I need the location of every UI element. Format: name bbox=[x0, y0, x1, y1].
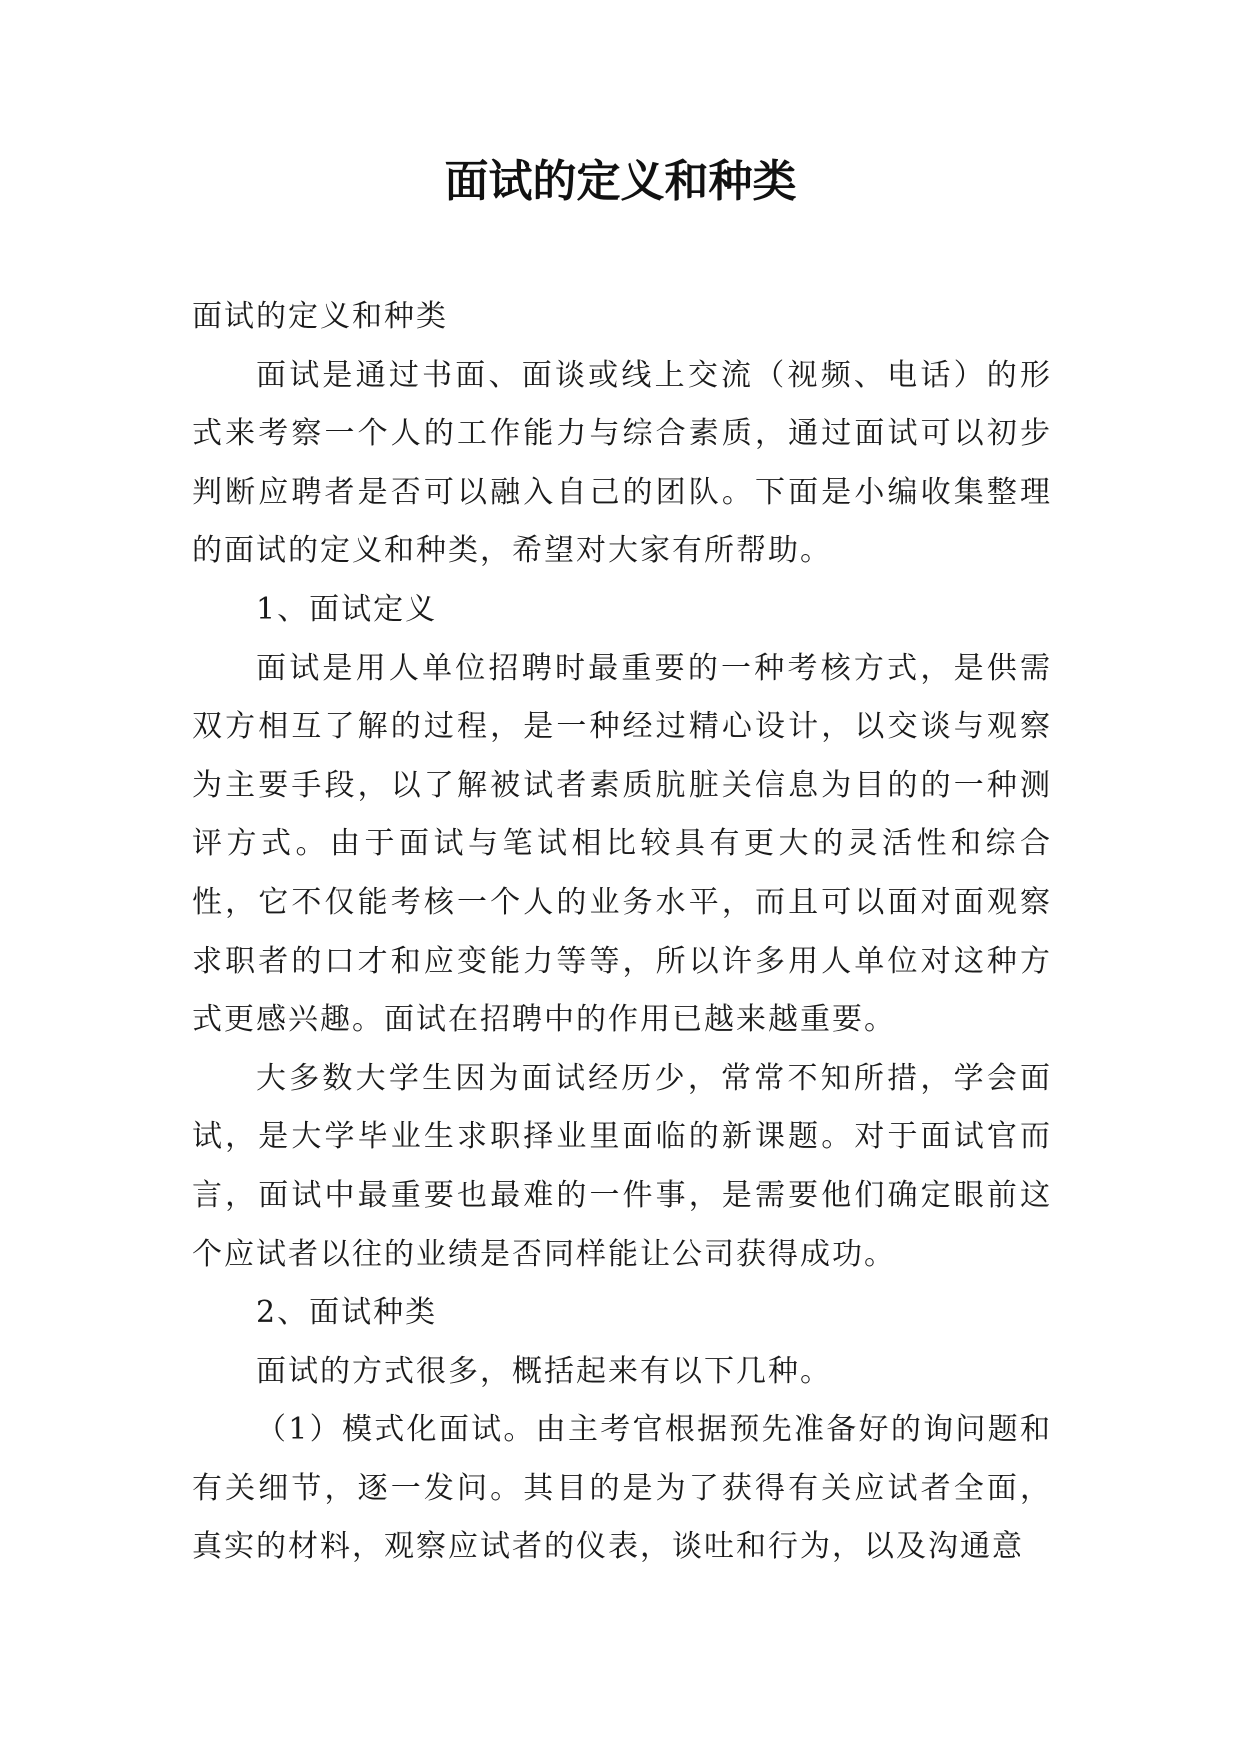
section-heading-types: 2、面试种类 bbox=[256, 1295, 438, 1331]
document-body bbox=[192, 288, 1052, 1577]
paragraph-definition: 面试是用人单位招聘时最重要的一种考核方式，是供需双方相互了解的过程，是一种经过精心设计，以交谈与观察为主要手段，以了解被试者素质肮脏关信息为目的的一种测评方式。由于面试与笔试相比较具有更大的灵活性和综合性，它不仅能考核一个人的业务水平，而且可以面对面观察求职者的口才和应变能力等等，所以许多用人单位对这种方式更感兴趣。面试在招聘中的作用已越来越重要。 bbox=[192, 650, 1052, 1038]
paragraph-importance: 大多数大学生因为面试经历少，常常不知所措，学会面试，是大学毕业生求职择业里面临的新课题。对于面试官而言，面试中最重要也最难的一件事，是需要他们确定眼前这个应试者以往的业绩是否同样能让公司获得成功。 bbox=[192, 1060, 1052, 1272]
document-title: 面试的定义和种类 bbox=[444, 156, 797, 207]
paragraph-type-1: （1）模式化面试。由主考官根据预先准备好的询问题和有关细节，逐一发问。其目的是为了获得有关应试者全面，真实的材料，观察应试者的仪表，谈吐和行为，以及沟通意 bbox=[192, 1412, 1052, 1565]
section-heading-definition: 1、面试定义 bbox=[256, 591, 438, 627]
paragraph-types-intro: 面试的方式很多，概括起来有以下几种。 bbox=[256, 1353, 832, 1389]
paragraph-intro: 面试是通过书面、面谈或线上交流（视频、电话）的形式来考察一个人的工作能力与综合素质，通过面试可以初步判断应聘者是否可以融入自己的团队。下面是小编收集整理的面试的定义和种类，希望对大家有所帮助。 bbox=[192, 357, 1052, 569]
paragraph-subtitle: 面试的定义和种类 bbox=[192, 299, 448, 334]
